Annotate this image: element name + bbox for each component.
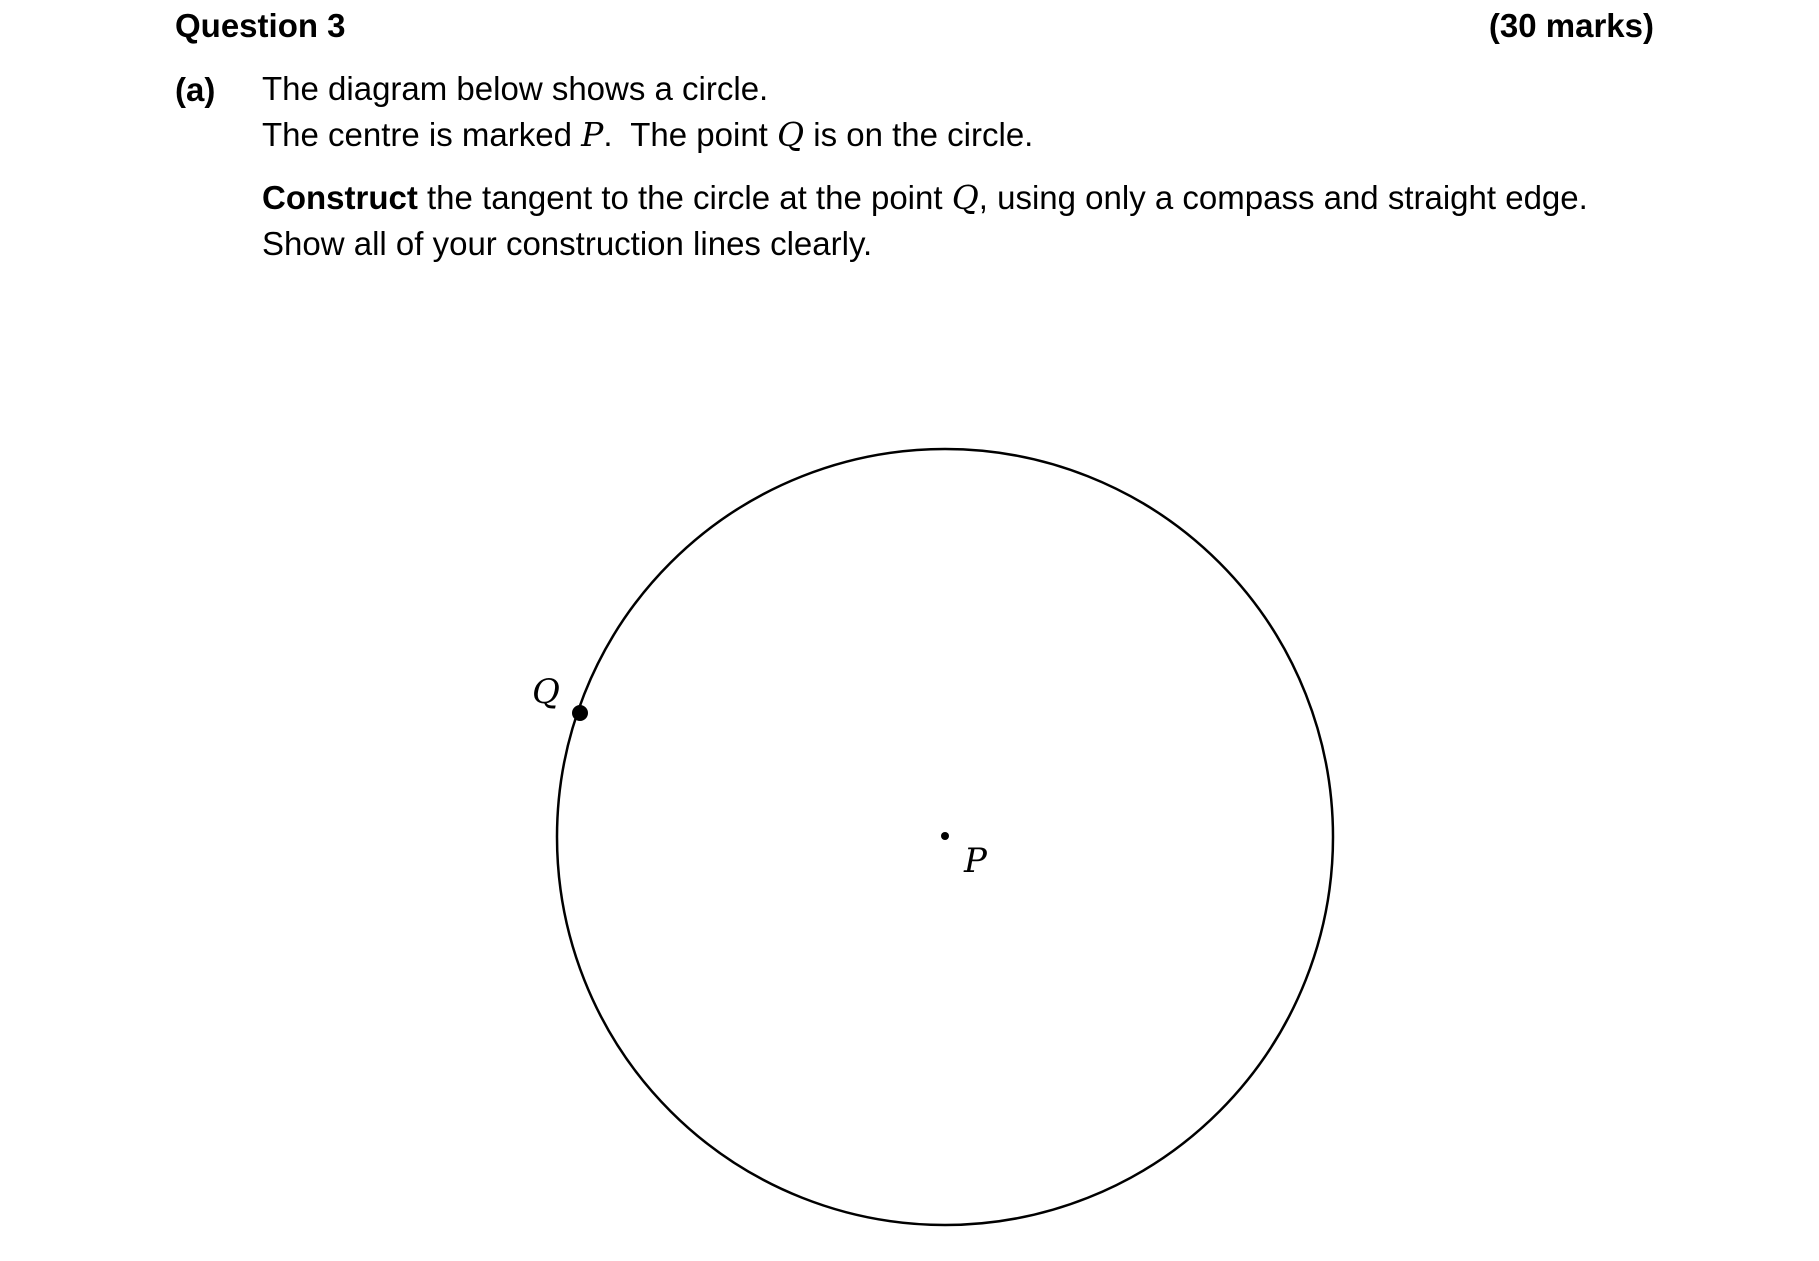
centre-point xyxy=(941,832,949,840)
part-label: (a) xyxy=(175,71,216,108)
point-q-marker xyxy=(572,705,588,721)
instruction-line-2: Show all of your construction lines clearly. xyxy=(262,225,873,262)
centre-variable: P xyxy=(581,115,604,154)
description-line-2-mid: . The point xyxy=(603,116,778,153)
instruction-point-variable: Q xyxy=(951,178,979,217)
point-q-label: Q xyxy=(532,672,560,712)
instruction-line-1-pre: the tangent to the circle at the point xyxy=(417,179,952,216)
description-line-2-pre: The centre is marked xyxy=(262,116,582,153)
point-variable: Q xyxy=(777,115,805,154)
question-title: Question 3 xyxy=(175,7,346,44)
centre-label: P xyxy=(964,841,987,881)
description-line-2-post: is on the circle. xyxy=(804,116,1034,153)
question-marks: (30 marks) xyxy=(1488,7,1654,44)
instruction-keyword: Construct xyxy=(262,179,418,216)
description-line-1: The diagram below shows a circle. xyxy=(262,70,769,107)
instruction-line-1-post: , using only a compass and straight edge. xyxy=(978,179,1588,216)
